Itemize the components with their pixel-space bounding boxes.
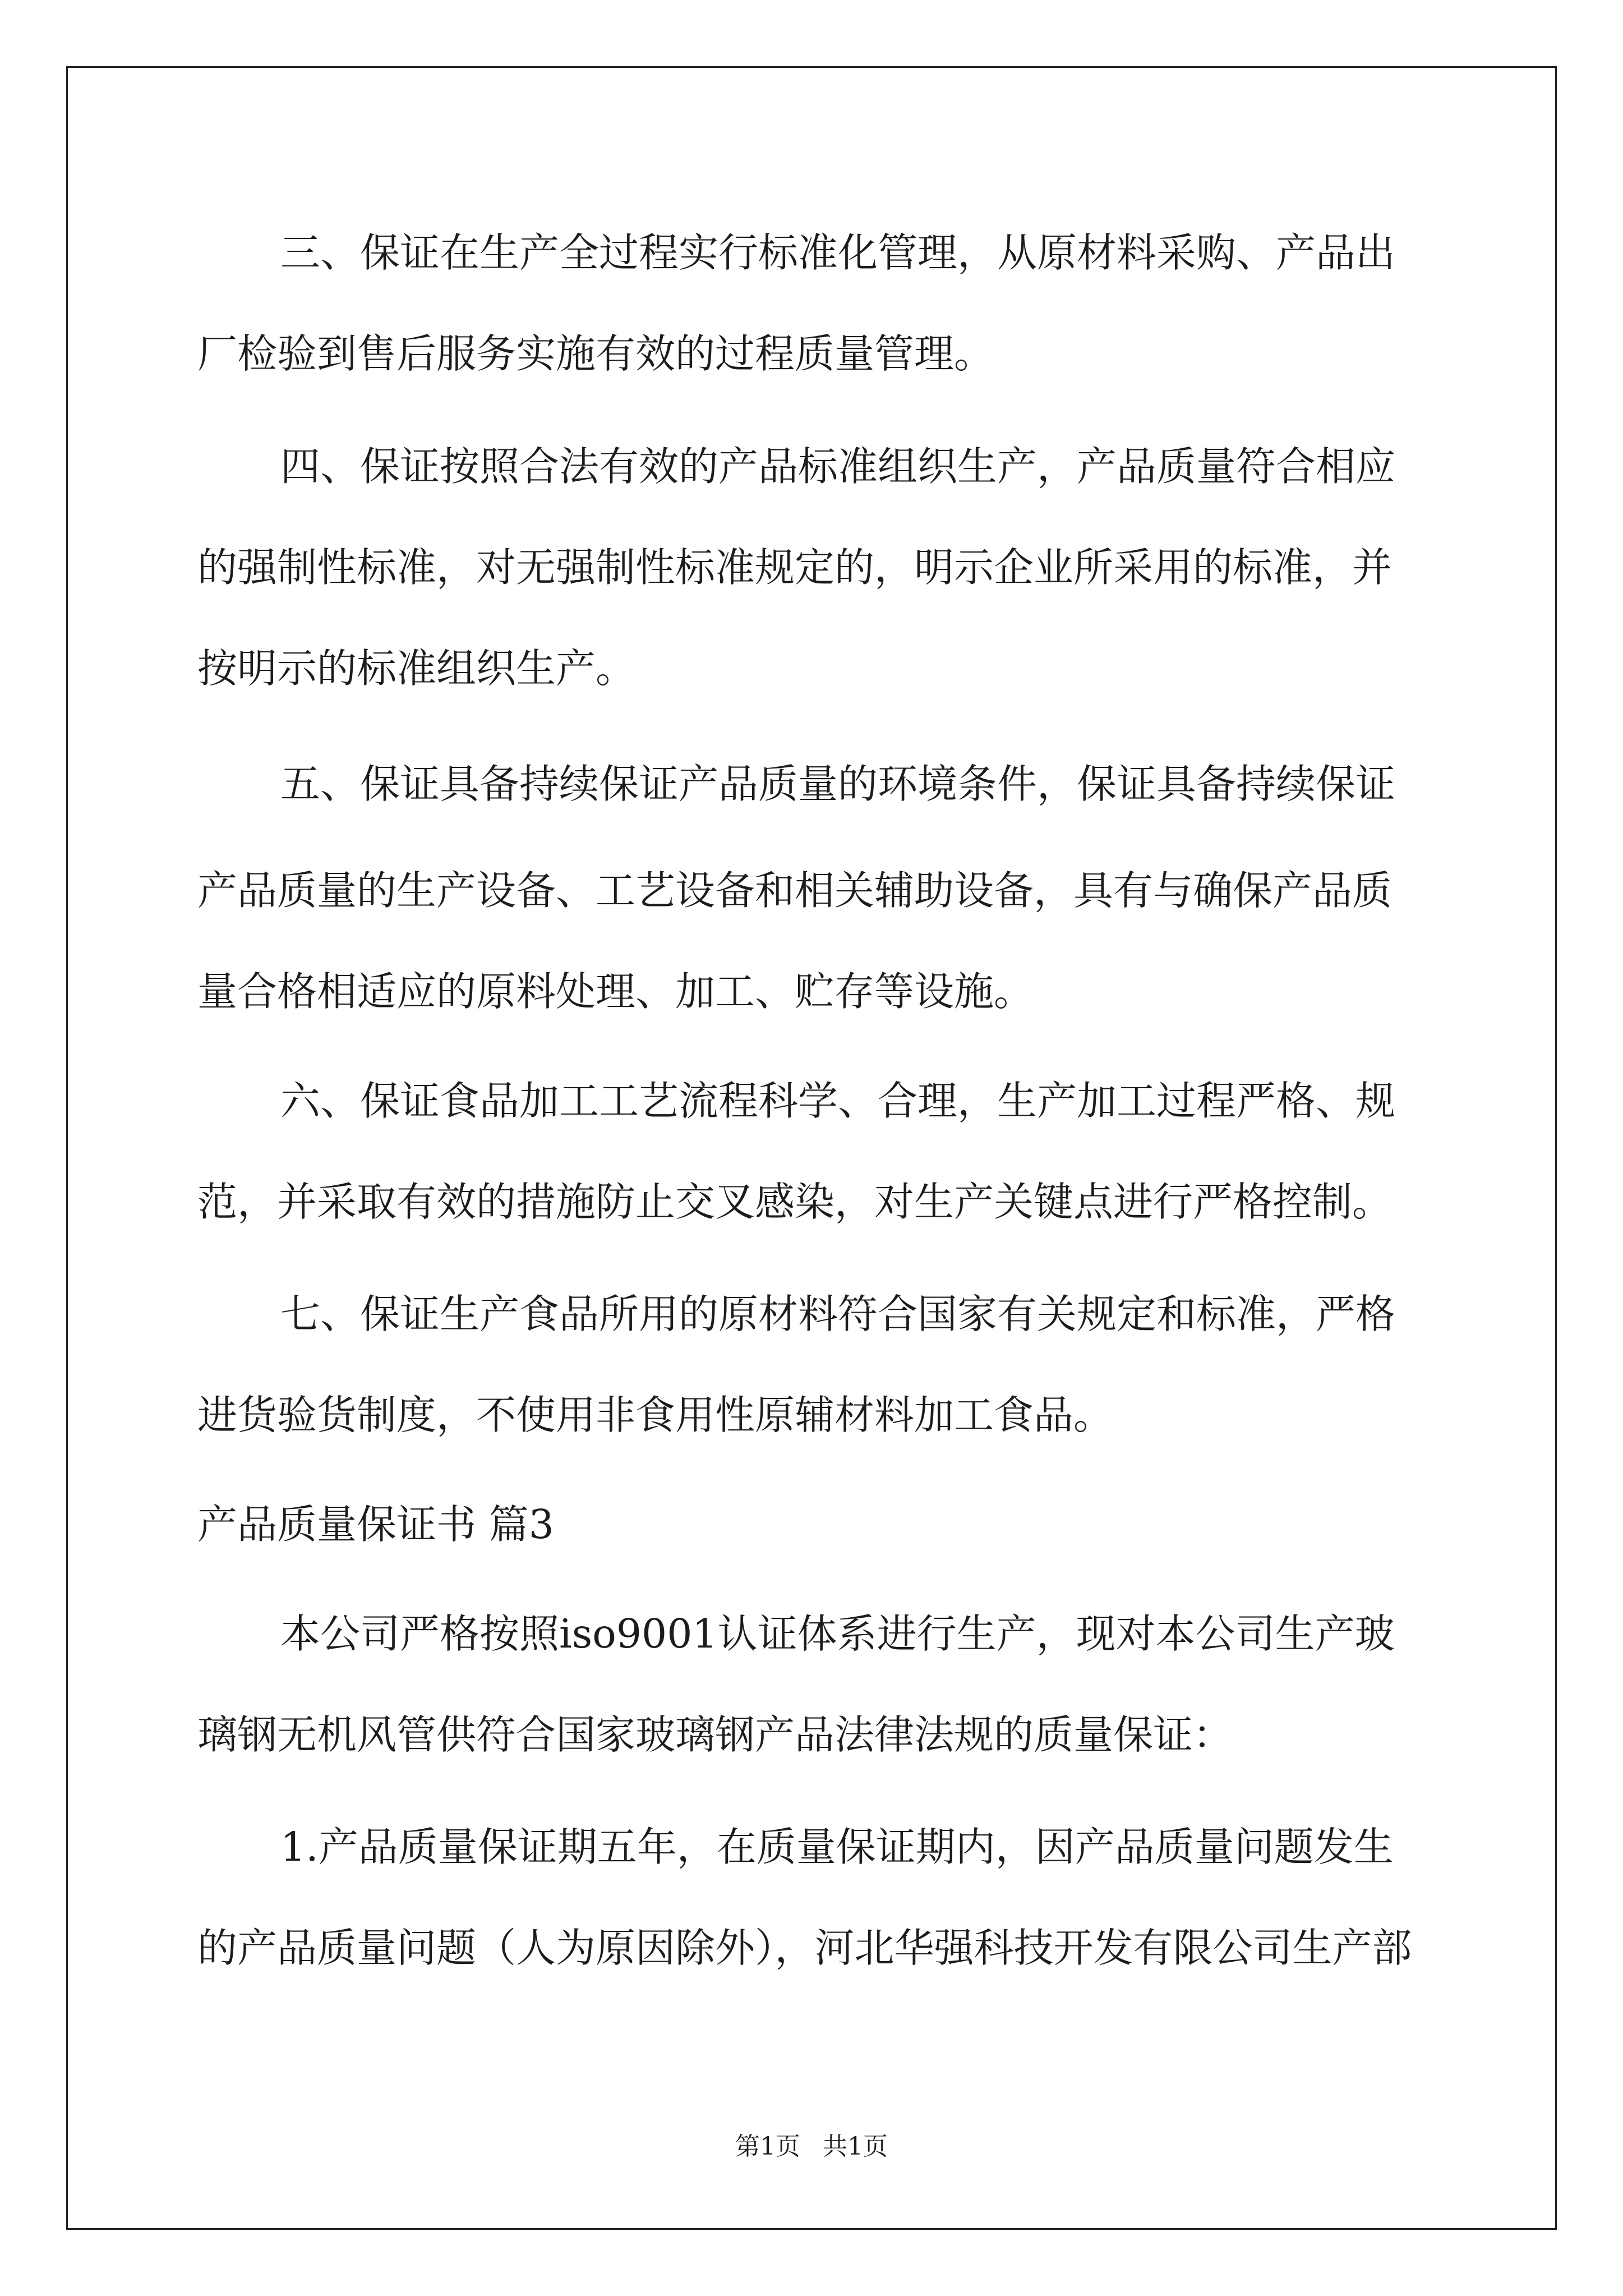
- page-total: 共1页: [823, 2132, 888, 2161]
- paragraph-line: 的产品质量问题（人为原因除外），河北华强科技开发有限公司生产部: [197, 1925, 1412, 1971]
- paragraph-line: 进货验货制度，不使用非食用性原辅材料加工食品。: [197, 1392, 1114, 1438]
- paragraph-line: 六、保证食品加工工艺流程科学、合理，生产加工过程严格、规: [280, 1078, 1396, 1124]
- page-footer: [0, 2130, 1623, 2164]
- paragraph-line: 产品质量的生产设备、工艺设备和相关辅助设备，具有与确保产品质: [197, 867, 1393, 914]
- paragraph-line: 1.产品质量保证期五年，在质量保证期内，因产品质量问题发生: [280, 1824, 1394, 1870]
- paragraph-line: 三、保证在生产全过程实行标准化管理，从原材料采购、产品出: [280, 229, 1396, 276]
- paragraph-line: 璃钢无机风管供符合国家玻璃钢产品法律法规的质量保证：: [197, 1711, 1233, 1758]
- paragraph-line: 按明示的标准组织生产。: [197, 645, 636, 692]
- paragraph-line: 七、保证生产食品所用的原材料符合国家有关规定和标准，严格: [280, 1291, 1396, 1337]
- page-number: 第1页: [735, 2132, 800, 2161]
- section-heading: 产品质量保证书 篇3: [197, 1501, 554, 1548]
- paragraph-line: 本公司严格按照iso9001认证体系进行生产，现对本公司生产玻: [280, 1611, 1395, 1657]
- page-border: [66, 66, 1557, 2230]
- paragraph-line: 范，并采取有效的措施防止交叉感染，对生产关键点进行严格控制。: [197, 1179, 1393, 1225]
- paragraph-line: 厂检验到售后服务实施有效的过程质量管理。: [197, 330, 994, 377]
- paragraph-line: 五、保证具备持续保证产品质量的环境条件，保证具备持续保证: [280, 761, 1396, 807]
- paragraph-line: 的强制性标准，对无强制性标准规定的，明示企业所采用的标准，并: [197, 544, 1393, 591]
- paragraph-line: 四、保证按照合法有效的产品标准组织生产，产品质量符合相应: [280, 443, 1396, 490]
- paragraph-line: 量合格相适应的原料处理、加工、贮存等设施。: [197, 968, 1034, 1015]
